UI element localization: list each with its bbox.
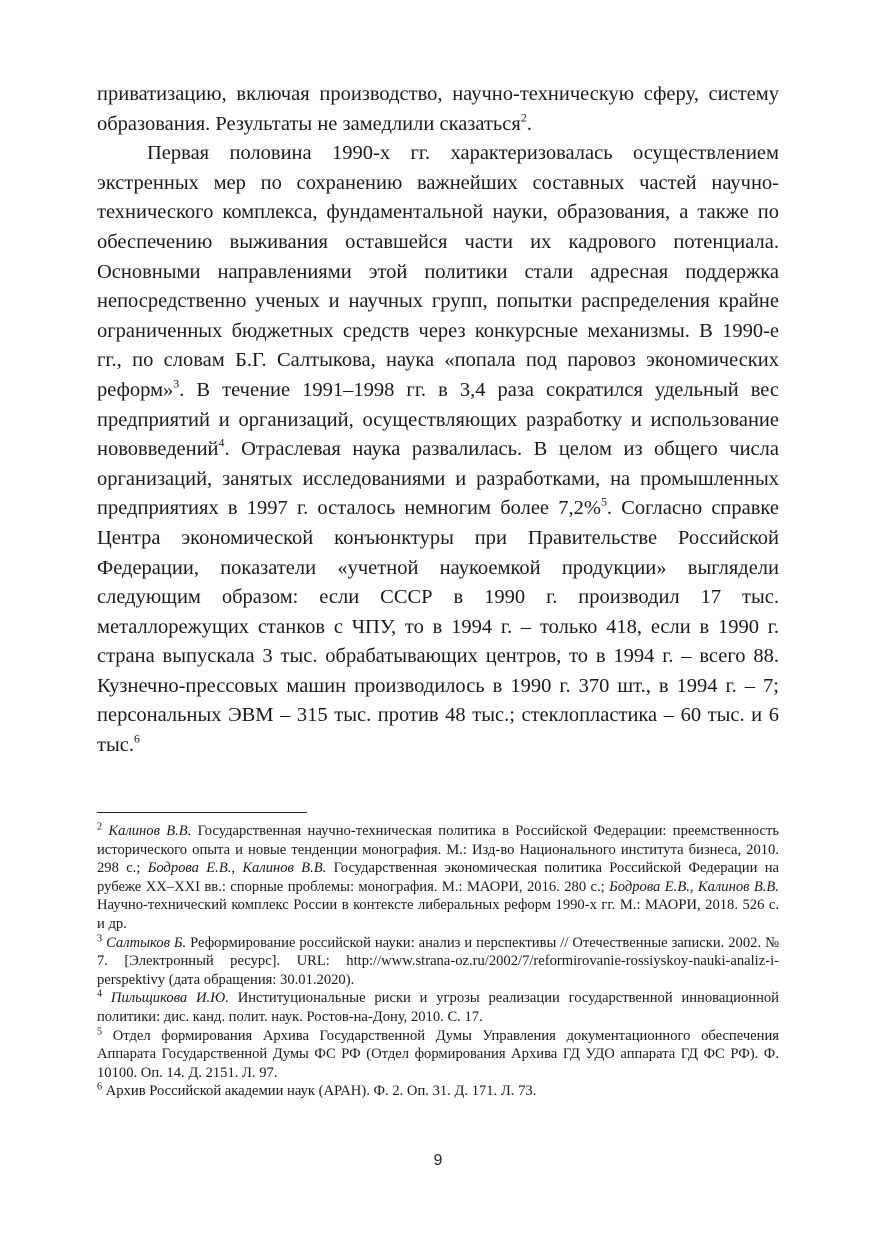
footnote-ref-3[interactable]: 3 xyxy=(173,376,180,391)
main-text xyxy=(97,80,779,761)
footnote-3: $^3$ Салтыков Б. Реформирование российской науки: анализ и перспективы // Отечественные записки. 2002. № 7. [Электронный ресурс]. URL: http://www.strana-oz.ru/2002/7/reformirovanie-rossiyskoy-nauki-analiz-i-perspektivy (дата обращения: 30.01.2020). xyxy=(97,932,779,988)
footnote-ref-4[interactable]: 4 xyxy=(218,435,225,450)
footnote-ref-2[interactable]: 2 xyxy=(520,110,527,125)
footnote-separator xyxy=(97,812,307,813)
footnote-ref-5[interactable]: 5 xyxy=(600,495,607,509)
paragraph-main: Первая половина 1990-х гг. характеризовалась осуществлением экстренных мер по сохранению важнейших составных частей научно-технического комплекса, фундаментальной науки, образования, а также по обеспечению выживания оставшейся части их кадрового потенциала. Основными направлениями этой политики стали адресная поддержка непосредственно ученых и научных групп, попытки распределения крайне ограниченных бюджетных средств через конкурсные механизмы. В 1990-е гг., по словам Б.Г. Салтыкова, наука «попала под паровоз экономических реформ»$^3$. В течение 1991–1998 гг. в 3,4 раза сократился удельный вес предприятий и организаций, осуществляющих разработку и использование нововведений$^4$. Отраслевая наука развалилась. В целом из общего числа организаций, занятых исследованиями и разработками, на промышленных предприятиях в 1997 г. осталось немногим более 7,2%$^5$. Согласно справке Центра экономической конъюнктуры при Правительстве Российской Федерации, показатели «учетной наукоемкой продукции» выглядели следующим образом: если СССР в 1990 г. производил 17 тыс. металлорежущих станков с ЧПУ, то в 1994 г. – только 418, если в 1990 г. страна выпускала 3 тыс. обрабатывающих центров, то в 1994 г. – всего 88. Кузнечно-прессовых машин производилось в 1990 г. 370 шт., в 1994 г. – 7; персональных ЭВМ – 315 тыс. против 48 тыс.; стеклопластика – 60 тыс. и 6 тыс.$^6$ xyxy=(97,142,779,757)
footnote-4: $^4$ Пильщикова И.Ю. Институциональные риски и угрозы реализации государственной инновационной политики: дис. канд. полит. наук. Ростов-на-Дону, 2010. С. 17. xyxy=(97,988,779,1025)
footnote-5: $^5$ Отдел формирования Архива Государственной Думы Управления документационного обеспечения Аппарата Государственной Думы ФС РФ (Отдел формирования Архива ГД УДО аппарата ГД ФС РФ). Ф. 10100. Оп. 14. Д. 2151. Л. 97. xyxy=(97,1025,779,1081)
paragraph-continuation: приватизацию, включая производство, научно-техническую сферу, систему образования. Результаты не замедлили сказаться$^2$. xyxy=(97,83,779,135)
footnote-6: $^6$ Архив Российской академии наук (АРАН). Ф. 2. Оп. 31. Д. 171. Л. 73. xyxy=(97,1081,537,1100)
footnotes xyxy=(97,822,779,1101)
footnote-ref-6[interactable]: 6 xyxy=(133,731,140,746)
page-number: 9 xyxy=(433,1152,443,1169)
footnote-2: $^2$ Калинов В.В. Государственная научно-техническая политика в Российской Федерации: преемственность исторического опыта и новые тенденции монография. М.: Изд-во Национального института бизнеса, 2010. 298 с.; Бодрова Е.В., Калинов В.В. Государственная экономическая политика Российской Федерации на рубеже XX–XXI вв.: спорные проблемы: монография. М.: МАОРИ, 2016. 280 с.; Бодрова Е.В., Калинов В.В. Научно-технический комплекс России в контексте либеральных реформ 1990-х гг. М.: МАОРИ, 2018. 526 с. и др. xyxy=(97,821,780,932)
